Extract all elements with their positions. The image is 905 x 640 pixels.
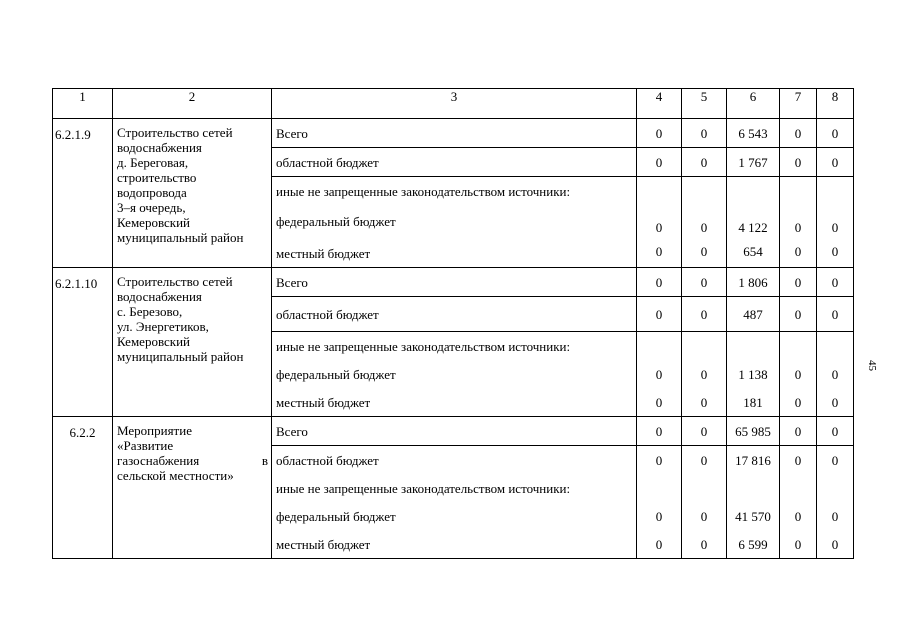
cell-col-8 (817, 177, 854, 268)
value: 0 (794, 220, 802, 235)
value: 0 (700, 536, 708, 552)
value: 0 (794, 366, 802, 382)
value: 0 (700, 366, 708, 382)
value: 0 (831, 220, 839, 235)
value: 17 816 (735, 452, 771, 468)
name-line: газоснабжения (117, 453, 200, 468)
page-number: 45 (866, 360, 878, 371)
value: 0 (794, 536, 802, 552)
source-group (272, 332, 637, 417)
cell-col-6: 1 767 (727, 148, 780, 177)
value: 0 (831, 243, 839, 259)
name-line: муниципальный район (117, 349, 244, 364)
source-label: областной бюджет (276, 452, 379, 468)
cell-col-7 (780, 446, 817, 559)
source-label: федеральный бюджет (276, 366, 396, 382)
cell-col-7 (780, 332, 817, 417)
row-code: 6.2.2 (53, 417, 113, 559)
value: 654 (743, 243, 763, 259)
budget-table (52, 88, 854, 559)
cell-col-5: 0 (682, 148, 727, 177)
source-group (272, 177, 637, 268)
cell-col-5: 0 (682, 297, 727, 332)
name-line: д. Береговая, (117, 155, 189, 170)
cell-col-7: 0 (780, 148, 817, 177)
cell-col-7: 0 (780, 297, 817, 332)
value: 41 570 (735, 508, 771, 524)
source-group (272, 446, 637, 559)
value: 0 (700, 508, 708, 524)
value: 0 (794, 452, 802, 468)
value: 6 599 (738, 536, 768, 552)
cell-col-4: 0 (637, 268, 682, 297)
row-name (113, 119, 272, 268)
cell-col-5: 0 (682, 119, 727, 148)
source-label: областной бюджет (272, 148, 637, 177)
cell-col-8: 0 (817, 268, 854, 297)
name-line: водоснабжения (117, 289, 202, 304)
cell-col-5 (682, 332, 727, 417)
value: 0 (794, 394, 802, 410)
source-label: областной бюджет (272, 297, 637, 332)
source-label: федеральный бюджет (276, 508, 396, 524)
name-line-group (117, 453, 268, 468)
value: 1 138 (738, 366, 768, 382)
value: 0 (831, 394, 839, 410)
name-line: Строительство сетей (117, 125, 233, 140)
cell-col-6: 6 543 (727, 119, 780, 148)
cell-col-6: 487 (727, 297, 780, 332)
row-code: 6.2.1.10 (53, 268, 113, 417)
name-line: сельской местности» (117, 468, 234, 483)
cell-col-6: 65 985 (727, 417, 780, 446)
name-line: муниципальный район (117, 230, 244, 245)
cell-col-5: 0 (682, 417, 727, 446)
source-label: Всего (272, 119, 637, 148)
row-name (113, 417, 272, 559)
cell-col-6 (727, 177, 780, 268)
name-line: строительство (117, 170, 197, 185)
name-line: 3–я очередь, (117, 200, 186, 215)
name-line: ул. Энергетиков, (117, 319, 209, 334)
value: 0 (700, 394, 708, 410)
name-line: «Развитие (117, 438, 174, 453)
cell-col-8: 0 (817, 148, 854, 177)
cell-col-4: 0 (637, 297, 682, 332)
table-row (53, 268, 854, 297)
value: 0 (700, 452, 708, 468)
cell-col-4 (637, 446, 682, 559)
value: 0 (831, 536, 839, 552)
value: 0 (794, 508, 802, 524)
header-col-5: 5 (682, 89, 727, 119)
name-line: водопровода (117, 185, 187, 200)
cell-col-8 (817, 446, 854, 559)
row-name (113, 268, 272, 417)
source-label: иные не запрещенные законодательством источники: (276, 338, 571, 354)
table-row (53, 119, 854, 148)
value: 0 (831, 452, 839, 468)
name-line: Кемеровский (117, 215, 191, 230)
header-col-2: 2 (113, 89, 272, 119)
cell-col-7: 0 (780, 119, 817, 148)
source-label: местный бюджет (276, 245, 371, 261)
name-line: Мероприятие (117, 423, 192, 438)
value: 0 (700, 243, 708, 259)
source-label: Всего (272, 417, 637, 446)
value: 0 (700, 220, 708, 235)
value: 0 (655, 452, 663, 468)
source-label: местный бюджет (276, 394, 371, 410)
value: 0 (655, 536, 663, 552)
source-label: федеральный бюджет (276, 213, 396, 229)
cell-col-5: 0 (682, 268, 727, 297)
value: 0 (655, 394, 663, 410)
header-col-3: 3 (272, 89, 637, 119)
cell-col-6 (727, 446, 780, 559)
value: 0 (655, 366, 663, 382)
value: 181 (743, 394, 763, 410)
header-col-1: 1 (53, 89, 113, 119)
cell-col-4: 0 (637, 148, 682, 177)
source-label: иные не запрещенные законодательством источники: (276, 480, 571, 496)
header-col-7: 7 (780, 89, 817, 119)
cell-col-5 (682, 446, 727, 559)
value: 0 (831, 366, 839, 382)
value: 0 (655, 508, 663, 524)
header-col-8: 8 (817, 89, 854, 119)
cell-col-6: 1 806 (727, 268, 780, 297)
header-col-4: 4 (637, 89, 682, 119)
cell-col-8: 0 (817, 417, 854, 446)
value: 0 (655, 220, 663, 235)
cell-col-8: 0 (817, 119, 854, 148)
source-label: Всего (272, 268, 637, 297)
table-row (53, 417, 854, 446)
cell-col-4: 0 (637, 119, 682, 148)
value: 0 (655, 243, 663, 259)
cell-col-7: 0 (780, 268, 817, 297)
cell-col-4: 0 (637, 417, 682, 446)
header-col-6: 6 (727, 89, 780, 119)
source-label: местный бюджет (276, 536, 371, 552)
cell-col-4 (637, 177, 682, 268)
name-line: с. Березово, (117, 304, 183, 319)
name-line: в (261, 453, 268, 468)
value: 4 122 (738, 220, 768, 235)
cell-col-7 (780, 177, 817, 268)
source-label: иные не запрещенные законодательством источники: (276, 183, 571, 199)
row-code: 6.2.1.9 (53, 119, 113, 268)
cell-col-5 (682, 177, 727, 268)
cell-col-7: 0 (780, 417, 817, 446)
cell-col-6 (727, 332, 780, 417)
cell-col-8 (817, 332, 854, 417)
cell-col-4 (637, 332, 682, 417)
header-row (53, 89, 854, 119)
cell-col-8: 0 (817, 297, 854, 332)
name-line: водоснабжения (117, 140, 202, 155)
name-line: Строительство сетей (117, 274, 233, 289)
value: 0 (794, 243, 802, 259)
name-line: Кемеровский (117, 334, 191, 349)
value: 0 (831, 508, 839, 524)
